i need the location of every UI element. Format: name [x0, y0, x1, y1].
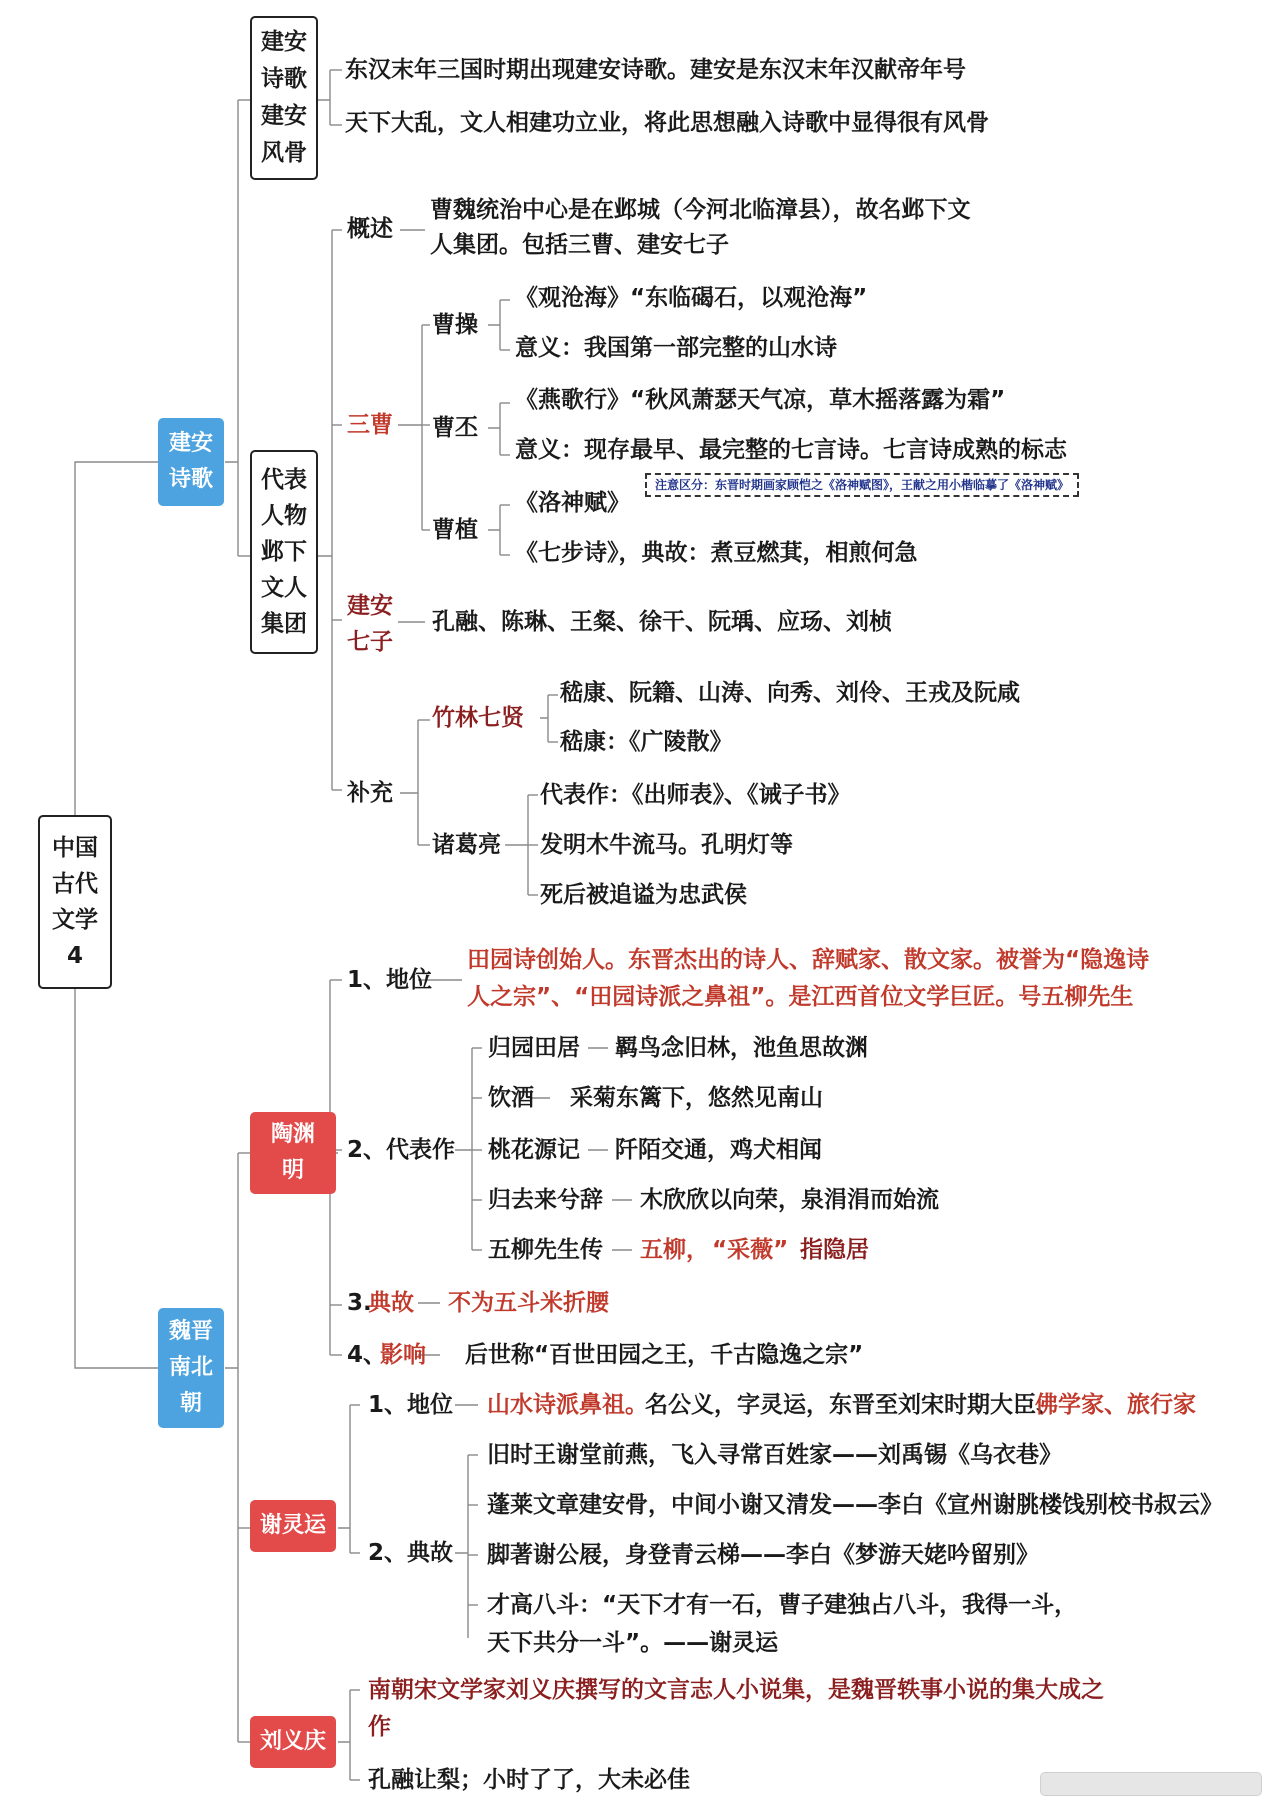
- tao-impact-num: 4、: [347, 1342, 387, 1368]
- branch-jian-an-label: 建安 诗歌: [168, 431, 213, 492]
- cao-pi-label: 曹丕: [432, 415, 478, 441]
- node-representatives[interactable]: [250, 450, 318, 654]
- xie-allusion-2: 蓬莱文章建安骨，中间小谢又清发——李白《宣州谢朓楼饯别校书叔云》: [487, 1492, 1223, 1518]
- overview-label: 概述: [347, 216, 393, 242]
- root-label: 中国 古代 文学 4: [52, 835, 98, 969]
- san-cao-label: 三曹: [347, 412, 393, 438]
- liu-story: 孔融让梨；小时了了，大未必佳: [368, 1767, 690, 1793]
- work-5-quote-a: 五柳，: [640, 1237, 709, 1263]
- xie-status-c: 佛学家、旅行家: [1035, 1392, 1196, 1418]
- zhuge-item-1: 代表作：《出师表》、《诫子书》: [540, 782, 851, 808]
- liu-line-2: 作: [368, 1714, 391, 1740]
- node-representatives-label: 代表 人物 邺下 文人 集团: [261, 467, 307, 637]
- cao-cao-item-1: 《观沧海》“东临碣石，以观沧海”: [515, 285, 868, 311]
- branch-jian-an[interactable]: [158, 418, 224, 506]
- cao-pi-item-2: 意义：现存最早、最完整的七言诗。七言诗成熟的标志: [515, 437, 1067, 463]
- tao-status-line-2: 人之宗”、“田园诗派之鼻祖”。是江西首位文学巨匠。号五柳先生: [467, 984, 1134, 1010]
- work-1-quote: 羁鸟念旧林，池鱼思故渊: [615, 1035, 868, 1061]
- branch-wei-jin[interactable]: [158, 1308, 224, 1428]
- luoshen-note: 注意区分：东晋时期画家顾恺之《洛神赋图》，王献之用小楷临摹了《洛神赋》: [645, 473, 1079, 497]
- xie-allusion-label: 2、典故: [368, 1540, 454, 1566]
- work-4-quote: 木欣欣以向荣，泉涓涓而始流: [640, 1187, 939, 1213]
- xie-status-a: 山水诗派鼻祖。: [487, 1392, 648, 1418]
- zhulin-label: 竹林七贤: [432, 705, 524, 731]
- overview-line-2: 人集团。包括三曹、建安七子: [430, 232, 729, 258]
- xie-allusion-1: 旧时王谢堂前燕，飞入寻常百姓家——刘禹锡《乌衣巷》: [487, 1442, 1062, 1468]
- tao-status-label: 1、地位: [347, 967, 433, 993]
- work-3-title: 桃花源记: [488, 1137, 580, 1163]
- cao-zhi-label: 曹植: [432, 517, 478, 543]
- node-liu-yiqing-label: 刘义庆: [259, 1729, 326, 1754]
- work-2-quote: 采菊东篱下，悠然见南山: [570, 1085, 823, 1111]
- cao-zhi-item-1: 《洛神赋》: [515, 490, 630, 516]
- zhuge-item-2: 发明木牛流马。孔明灯等: [540, 832, 793, 858]
- branch-wei-jin-label: 魏晋 南北 朝: [168, 1319, 213, 1416]
- horizontal-scrollbar[interactable]: [1040, 1772, 1262, 1796]
- poetry-line-1: 东汉末年三国时期出现建安诗歌。建安是东汉末年汉献帝年号: [345, 57, 966, 83]
- tao-status-line-1: 田园诗创始人。东晋杰出的诗人、辞赋家、散文家。被誉为“隐逸诗: [467, 947, 1150, 973]
- root-node[interactable]: [38, 815, 112, 989]
- zhuge-item-3: 死后被追谥为忠武侯: [540, 882, 747, 908]
- node-tao-yuanming[interactable]: [250, 1112, 336, 1194]
- tao-impact-label: 影响: [380, 1342, 426, 1368]
- cao-cao-label: 曹操: [432, 312, 478, 338]
- qi-zi-label: 建安 七子: [347, 593, 393, 655]
- poetry-line-2: 天下大乱，文人相建功立业，将此思想融入诗歌中显得很有风骨: [345, 110, 989, 136]
- xie-allusion-4: 才高八斗：“天下才有一石，曹子建独占八斗，我得一斗，: [487, 1592, 1078, 1618]
- node-jian-an-poetry[interactable]: [250, 16, 318, 180]
- work-4-title: 归去来兮辞: [488, 1187, 603, 1213]
- tao-impact-text: 后世称“百世田园之王，千古隐逸之宗”: [465, 1342, 864, 1368]
- tao-allusion-label: 典故: [368, 1290, 414, 1316]
- zhulin-item-2: 嵇康：《广陵散》: [560, 729, 733, 755]
- work-5-quote-c: 指隐居: [800, 1237, 869, 1263]
- xie-allusion-3: 脚著谢公屐，身登青云梯——李白《梦游天姥吟留别》: [487, 1542, 1039, 1568]
- node-xie-lingyun[interactable]: [250, 1500, 336, 1552]
- cao-cao-item-2: 意义：我国第一部完整的山水诗: [515, 335, 837, 361]
- work-1-title: 归园田居: [488, 1035, 580, 1061]
- cao-pi-item-1: 《燕歌行》“秋风萧瑟天气凉，草木摇落露为霜”: [515, 387, 1006, 413]
- node-xie-lingyun-label: 谢灵运: [259, 1513, 326, 1538]
- node-liu-yiqing[interactable]: [250, 1716, 336, 1768]
- zhulin-item-1: 嵇康、阮籍、山涛、向秀、刘伶、王戎及阮咸: [560, 680, 1020, 706]
- tao-allusion-num: 3.: [347, 1290, 372, 1316]
- tao-works-label: 2、代表作: [347, 1137, 456, 1163]
- overview-line-1: 曹魏统治中心是在邺城（今河北临漳县），故名邺下文: [430, 197, 971, 223]
- work-5-title: 五柳先生传: [488, 1237, 603, 1263]
- qi-zi-members: 孔融、陈琳、王粲、徐干、阮瑀、应玚、刘桢: [432, 609, 892, 635]
- xie-allusion-5: 天下共分一斗”。——谢灵运: [487, 1630, 779, 1656]
- node-tao-yuanming-label: 陶渊 明: [270, 1122, 315, 1183]
- xie-status-b: 名公义，字灵运，东晋至刘宋时期大臣、: [645, 1392, 1059, 1418]
- liu-line-1: 南朝宋文学家刘义庆撰写的文言志人小说集，是魏晋轶事小说的集大成之: [368, 1677, 1104, 1703]
- node-jian-an-poetry-label: 建安 诗歌 建安 风骨: [261, 29, 307, 166]
- zhuge-label: 诸葛亮: [432, 832, 501, 858]
- tao-allusion-text: 不为五斗米折腰: [448, 1290, 609, 1316]
- supplement-label: 补充: [347, 780, 393, 806]
- work-5-quote-b: “采薇”: [712, 1237, 789, 1263]
- xie-status-label: 1、地位: [368, 1392, 454, 1418]
- work-3-quote: 阡陌交通，鸡犬相闻: [615, 1137, 822, 1163]
- cao-zhi-item-2: 《七步诗》，典故：煮豆燃萁，相煎何急: [515, 540, 918, 566]
- work-2-title: 饮酒: [488, 1085, 534, 1111]
